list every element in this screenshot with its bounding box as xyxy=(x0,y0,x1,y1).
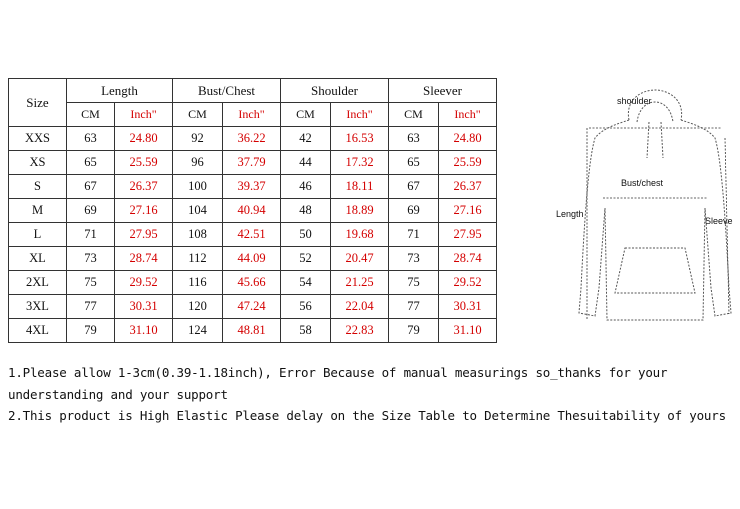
cm-value-cell: 52 xyxy=(281,247,331,271)
inch-value-cell: 30.31 xyxy=(439,295,497,319)
size-cell: 2XL xyxy=(9,271,67,295)
table-row xyxy=(9,199,497,223)
drawstring-right xyxy=(661,122,663,158)
header-row xyxy=(9,79,497,103)
cm-value-cell: 79 xyxy=(67,319,115,343)
note-line-3: 2.This product is High Elastic Please delay on the Size Table to Determine Thesuitability of yours xyxy=(8,408,726,423)
cm-value-cell: 77 xyxy=(389,295,439,319)
cm-value-cell: 48 xyxy=(281,199,331,223)
cm-value-cell: 92 xyxy=(173,127,223,151)
unit-inch: Inch" xyxy=(115,103,173,127)
inch-value-cell: 28.74 xyxy=(439,247,497,271)
inch-value-cell: 26.37 xyxy=(115,175,173,199)
inch-value-cell: 22.04 xyxy=(331,295,389,319)
size-cell: M xyxy=(9,199,67,223)
inch-value-cell: 31.10 xyxy=(115,319,173,343)
sleever-header: Sleever xyxy=(389,79,497,103)
cm-value-cell: 77 xyxy=(67,295,115,319)
cm-value-cell: 56 xyxy=(281,295,331,319)
sleeve-measure-line xyxy=(725,138,729,314)
drawstring-left xyxy=(647,122,649,158)
cm-value-cell: 67 xyxy=(67,175,115,199)
bust-chest-header: Bust/Chest xyxy=(173,79,281,103)
cm-value-cell: 108 xyxy=(173,223,223,247)
cm-value-cell: 69 xyxy=(67,199,115,223)
inch-value-cell: 30.31 xyxy=(115,295,173,319)
cm-value-cell: 65 xyxy=(389,151,439,175)
cm-value-cell: 96 xyxy=(173,151,223,175)
size-cell: 4XL xyxy=(9,319,67,343)
inch-value-cell: 42.51 xyxy=(223,223,281,247)
pocket xyxy=(615,248,695,293)
size-cell: XS xyxy=(9,151,67,175)
cm-value-cell: 71 xyxy=(389,223,439,247)
size-cell: XL xyxy=(9,247,67,271)
unit-cm: CM xyxy=(173,103,223,127)
inch-value-cell: 48.81 xyxy=(223,319,281,343)
inch-value-cell: 17.32 xyxy=(331,151,389,175)
unit-inch: Inch" xyxy=(439,103,497,127)
cm-value-cell: 58 xyxy=(281,319,331,343)
inch-value-cell: 47.24 xyxy=(223,295,281,319)
table-row xyxy=(9,319,497,343)
inch-value-cell: 29.52 xyxy=(439,271,497,295)
unit-cm: CM xyxy=(67,103,115,127)
size-chart-table xyxy=(8,78,497,343)
unit-inch: Inch" xyxy=(331,103,389,127)
table-row xyxy=(9,151,497,175)
size-cell: 3XL xyxy=(9,295,67,319)
inch-value-cell: 27.16 xyxy=(439,199,497,223)
cm-value-cell: 104 xyxy=(173,199,223,223)
inch-value-cell: 19.68 xyxy=(331,223,389,247)
cm-value-cell: 63 xyxy=(67,127,115,151)
inch-value-cell: 18.89 xyxy=(331,199,389,223)
inch-value-cell: 24.80 xyxy=(439,127,497,151)
inch-value-cell: 18.11 xyxy=(331,175,389,199)
inch-value-cell: 24.80 xyxy=(115,127,173,151)
unit-cm: CM xyxy=(389,103,439,127)
inch-value-cell: 29.52 xyxy=(115,271,173,295)
inch-value-cell: 28.74 xyxy=(115,247,173,271)
cm-value-cell: 63 xyxy=(389,127,439,151)
cm-value-cell: 73 xyxy=(67,247,115,271)
chest-label: Bust/chest xyxy=(621,178,664,188)
inch-value-cell: 27.95 xyxy=(439,223,497,247)
cm-value-cell: 71 xyxy=(67,223,115,247)
cm-value-cell: 100 xyxy=(173,175,223,199)
table-row xyxy=(9,295,497,319)
inch-value-cell: 31.10 xyxy=(439,319,497,343)
table-row xyxy=(9,247,497,271)
cm-value-cell: 79 xyxy=(389,319,439,343)
inch-value-cell: 21.25 xyxy=(331,271,389,295)
unit-row xyxy=(9,103,497,127)
hoodie-diagram xyxy=(555,88,740,338)
size-cell: L xyxy=(9,223,67,247)
table-row xyxy=(9,223,497,247)
inch-value-cell: 37.79 xyxy=(223,151,281,175)
cm-value-cell: 73 xyxy=(389,247,439,271)
inch-value-cell: 40.94 xyxy=(223,199,281,223)
inch-value-cell: 20.47 xyxy=(331,247,389,271)
sleeve-label: Sleeve xyxy=(705,216,733,226)
unit-inch: Inch" xyxy=(223,103,281,127)
inch-value-cell: 26.37 xyxy=(439,175,497,199)
length-header: Length xyxy=(67,79,173,103)
cm-value-cell: 42 xyxy=(281,127,331,151)
cm-value-cell: 75 xyxy=(389,271,439,295)
inch-value-cell: 39.37 xyxy=(223,175,281,199)
length-label: Length xyxy=(556,209,584,219)
cm-value-cell: 69 xyxy=(389,199,439,223)
inch-value-cell: 25.59 xyxy=(439,151,497,175)
cm-value-cell: 44 xyxy=(281,151,331,175)
cm-value-cell: 112 xyxy=(173,247,223,271)
cm-value-cell: 124 xyxy=(173,319,223,343)
cm-value-cell: 50 xyxy=(281,223,331,247)
cm-value-cell: 46 xyxy=(281,175,331,199)
cm-value-cell: 54 xyxy=(281,271,331,295)
note-line-2: understanding and your support xyxy=(8,387,228,402)
inch-value-cell: 25.59 xyxy=(115,151,173,175)
shoulder-header: Shoulder xyxy=(281,79,389,103)
inch-value-cell: 27.95 xyxy=(115,223,173,247)
inch-value-cell: 16.53 xyxy=(331,127,389,151)
size-table-body xyxy=(9,127,497,343)
size-cell: S xyxy=(9,175,67,199)
cm-value-cell: 120 xyxy=(173,295,223,319)
table-row xyxy=(9,127,497,151)
unit-cm: CM xyxy=(281,103,331,127)
inch-value-cell: 45.66 xyxy=(223,271,281,295)
cm-value-cell: 67 xyxy=(389,175,439,199)
size-header: Size xyxy=(9,79,67,127)
cm-value-cell: 116 xyxy=(173,271,223,295)
size-cell: XXS xyxy=(9,127,67,151)
table-row xyxy=(9,271,497,295)
inch-value-cell: 44.09 xyxy=(223,247,281,271)
inch-value-cell: 22.83 xyxy=(331,319,389,343)
cm-value-cell: 65 xyxy=(67,151,115,175)
cm-value-cell: 75 xyxy=(67,271,115,295)
table-row xyxy=(9,175,497,199)
note-line-1: 1.Please allow 1-3cm(0.39-1.18inch), Error Because of manual measurings so_thanks for your xyxy=(8,365,668,380)
inch-value-cell: 36.22 xyxy=(223,127,281,151)
inch-value-cell: 27.16 xyxy=(115,199,173,223)
shoulder-label: shoulder xyxy=(617,96,652,106)
